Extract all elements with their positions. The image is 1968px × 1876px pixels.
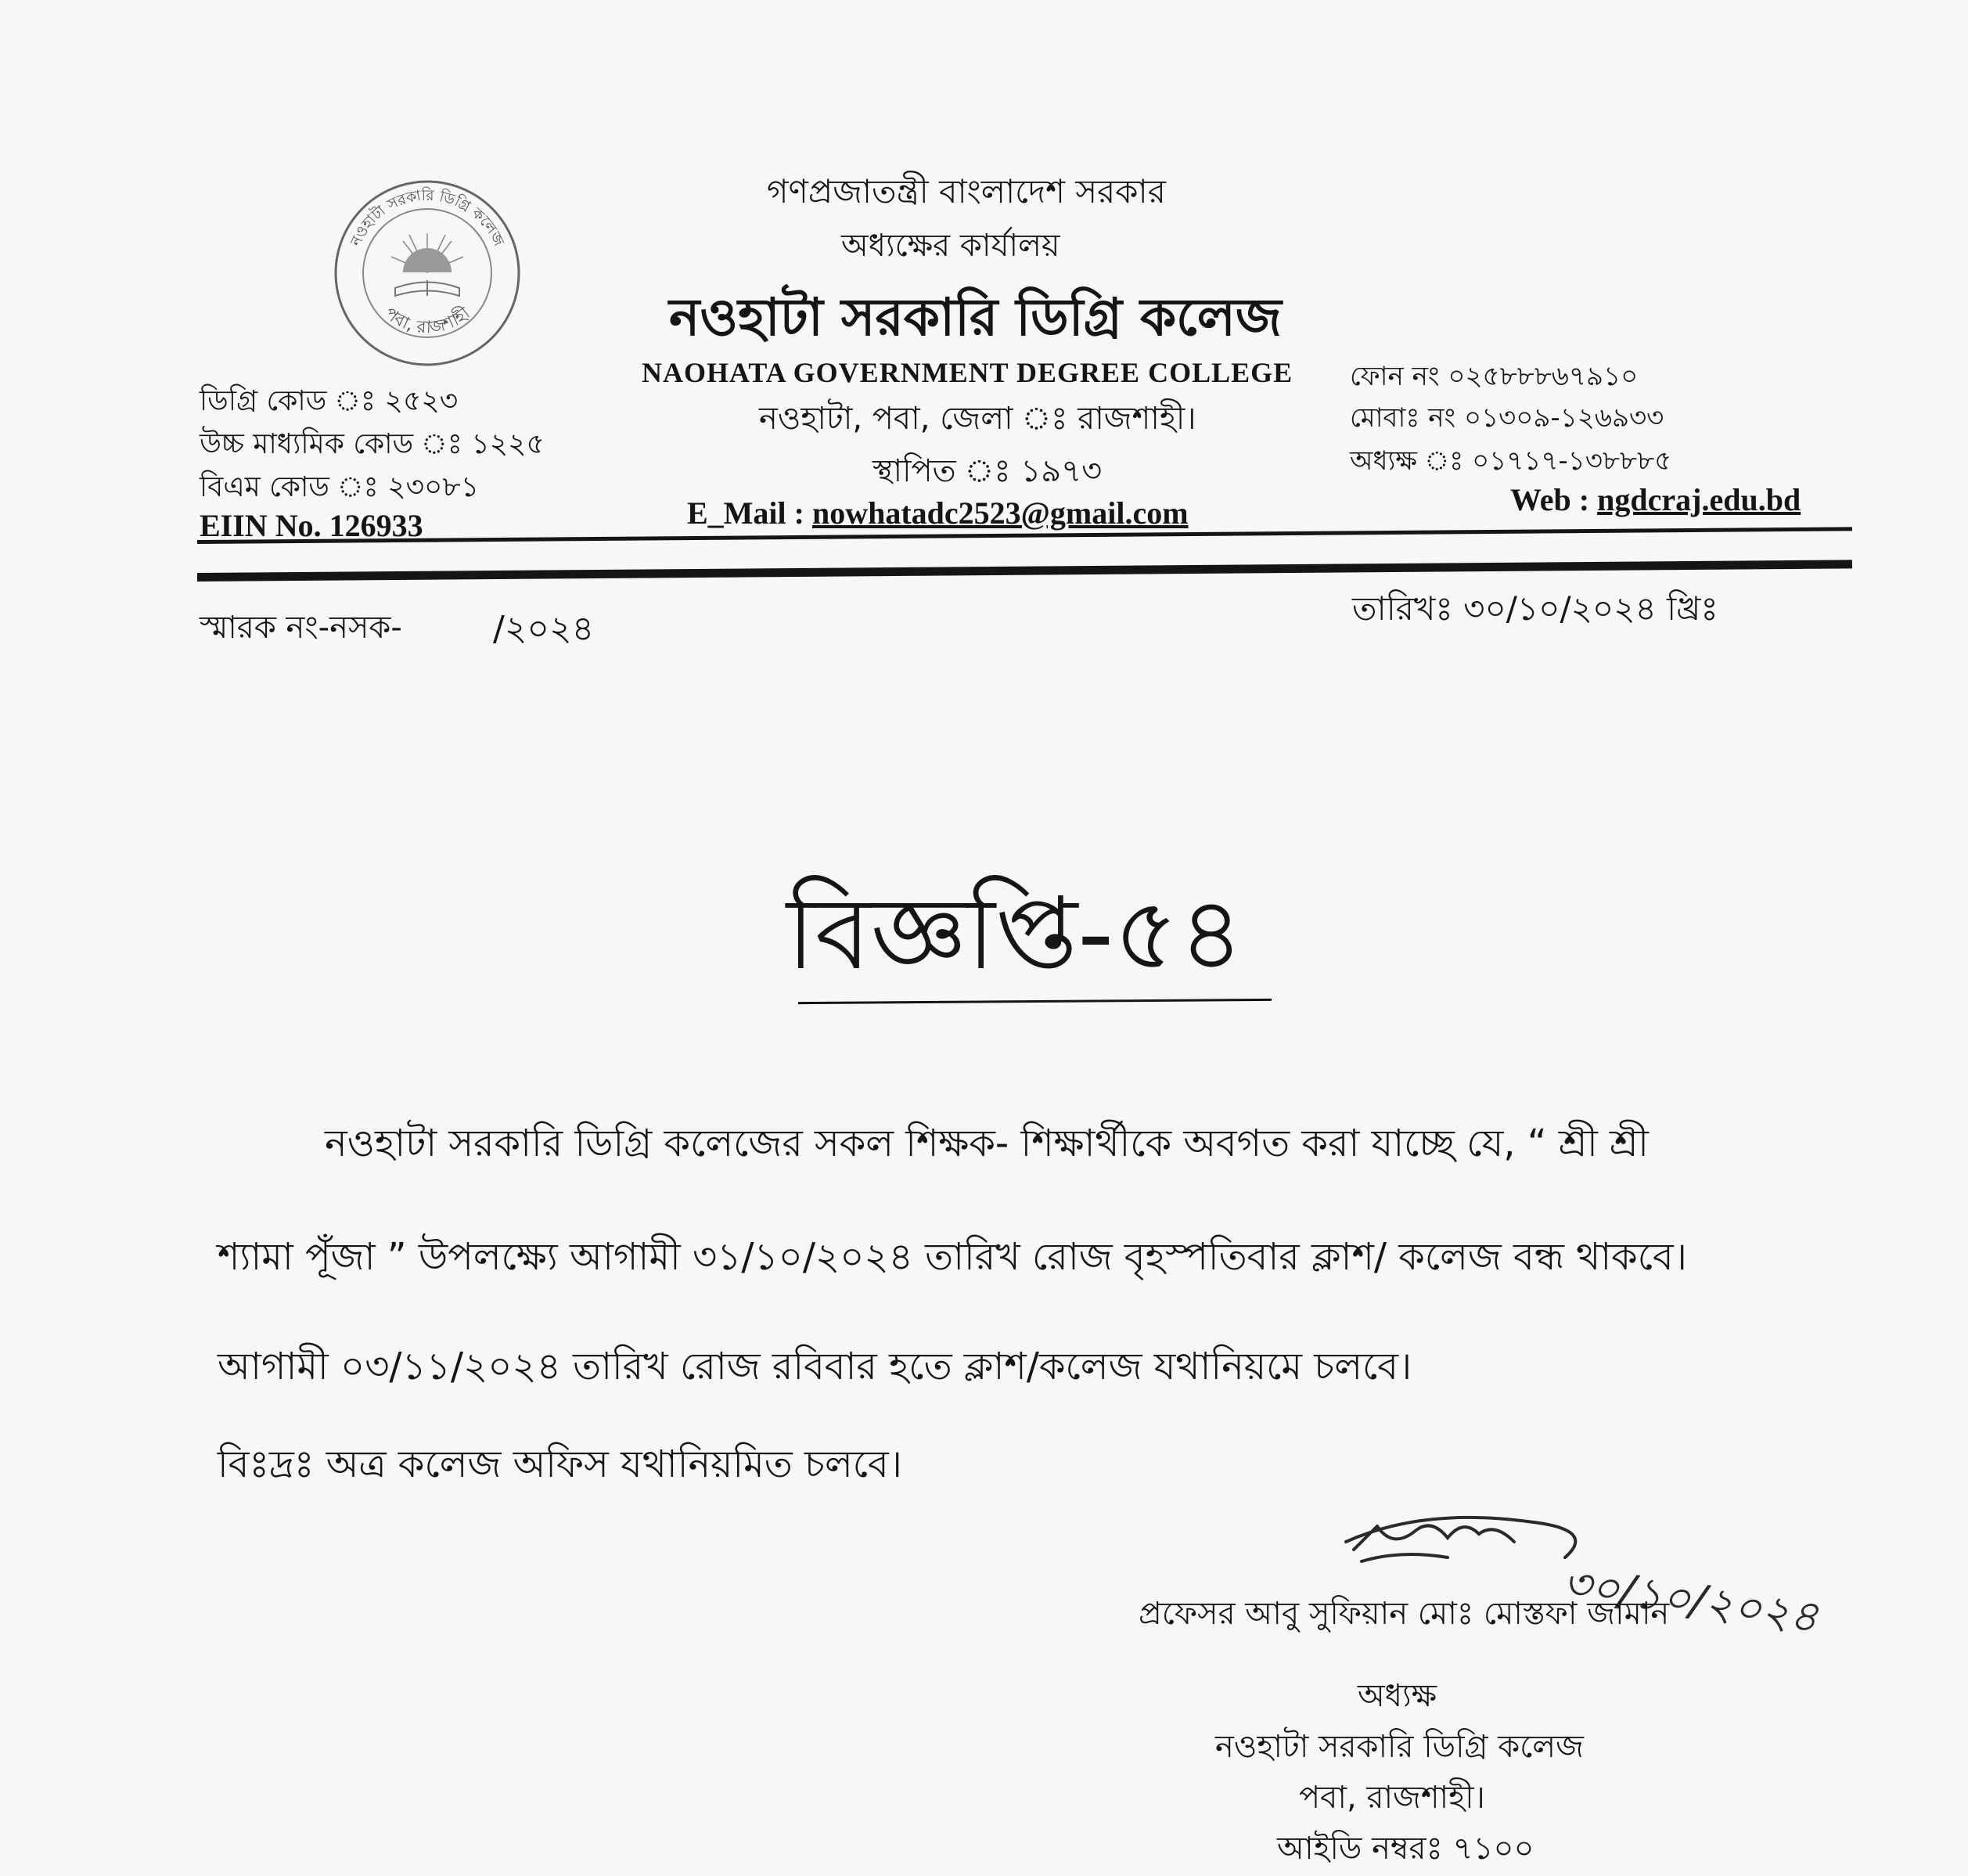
notice-note: বিঃদ্রঃ অত্র কলেজ অফিস যথানিয়মিত চলবে। xyxy=(218,1442,902,1486)
svg-text:পবা, রাজশাহী: পবা, রাজশাহী xyxy=(380,304,474,338)
notice-body-line-1: নওহাটা সরকারি ডিগ্রি কলেজের সকল শিক্ষক- শিক্ষার্থীকে অবগত করা যাচ্ছে যে, “ শ্রী শ্রী xyxy=(325,1122,1649,1165)
principal-number: অধ্যক্ষ ঃ ০১৭১৭-১৩৮৮৮৫ xyxy=(1350,445,1672,477)
email-line xyxy=(687,495,1189,531)
signatory-name: প্রফেসর আবু সুফিয়ান মোঃ মোস্তফা জামান xyxy=(1139,1596,1670,1632)
notice-date: তারিখঃ ৩০/১০/২০২৪ খ্রিঃ xyxy=(1352,589,1718,628)
eiin-number: EIIN No. 126933 xyxy=(200,508,423,543)
signature-date: ৩০/১০/২০২৪ xyxy=(1560,1557,1822,1644)
header-rule-thick xyxy=(197,560,1852,582)
college-address: নওহাটা, পবা, জেলা ঃ রাজশাহী। xyxy=(759,401,1196,437)
email-link[interactable]: nowhatadc2523@gmail.com xyxy=(811,495,1189,531)
signatory-title: অধ্যক্ষ xyxy=(1358,1678,1437,1714)
signatory-college: নওহাটা সরকারি ডিগ্রি কলেজ xyxy=(1215,1729,1584,1765)
memo-reference: স্মারক নং-নসক- xyxy=(200,610,402,646)
signatory-id: আইডি নম্বরঃ ৭১০০ xyxy=(1277,1831,1534,1867)
web-label: Web : xyxy=(1510,482,1598,517)
higher-secondary-code: উচ্চ মাধ্যমিক কোড ঃ ১২২৫ xyxy=(200,428,545,460)
notice-title: বিজ্ঞপ্তি-৫৪ xyxy=(786,876,1244,992)
government-heading: গণপ্রজাতন্ত্রী বাংলাদেশ সরকার xyxy=(767,172,1166,211)
phone-number: ফোন নং ০২৫৮৮৮৬৭৯১০ xyxy=(1350,361,1639,392)
svg-text:নওহাটা সরকারি ডিগ্রি কলেজ: নওহাটা সরকারি ডিগ্রি কলেজ xyxy=(347,186,508,249)
office-heading: অধ্যক্ষের কার্যালয় xyxy=(841,228,1060,264)
bm-code: বিএম কোড ঃ ২৩০৮১ xyxy=(200,471,480,503)
web-line xyxy=(1510,481,1801,518)
degree-code: ডিগ্রি কোড ঃ ২৫২৩ xyxy=(200,385,459,417)
web-link[interactable]: ngdcraj.edu.bd xyxy=(1597,482,1801,517)
mobile-number: মোবাঃ নং ০১৩০৯-১২৬৯৩৩ xyxy=(1350,402,1664,434)
established-year: স্থাপিত ঃ ১৯৭৩ xyxy=(872,453,1103,489)
notice-body-line-2: শ্যামা পূঁজা ” উপলক্ষ্যে আগামী ৩১/১০/২০২৪ তারিখ রোজ বৃহস্পতিবার ক্লাশ/ কলেজ বন্ধ থাকবে। xyxy=(218,1235,1687,1279)
email-label: E_Mail : xyxy=(687,495,812,531)
notice-body-line-3: আগামী ০৩/১১/২০২৪ তারিখ রোজ রবিবার হতে ক্লাশ/কলেজ যথানিয়মে চলবে। xyxy=(218,1345,1412,1388)
college-name-bn: নওহাটা সরকারি ডিগ্রি কলেজ xyxy=(669,287,1282,347)
signatory-place: পবা, রাজশাহী। xyxy=(1299,1780,1485,1816)
college-name-en: NAOHATA GOVERNMENT DEGREE COLLEGE xyxy=(642,357,1293,388)
college-seal xyxy=(333,178,522,368)
memo-year: /২০২৪ xyxy=(493,609,595,649)
